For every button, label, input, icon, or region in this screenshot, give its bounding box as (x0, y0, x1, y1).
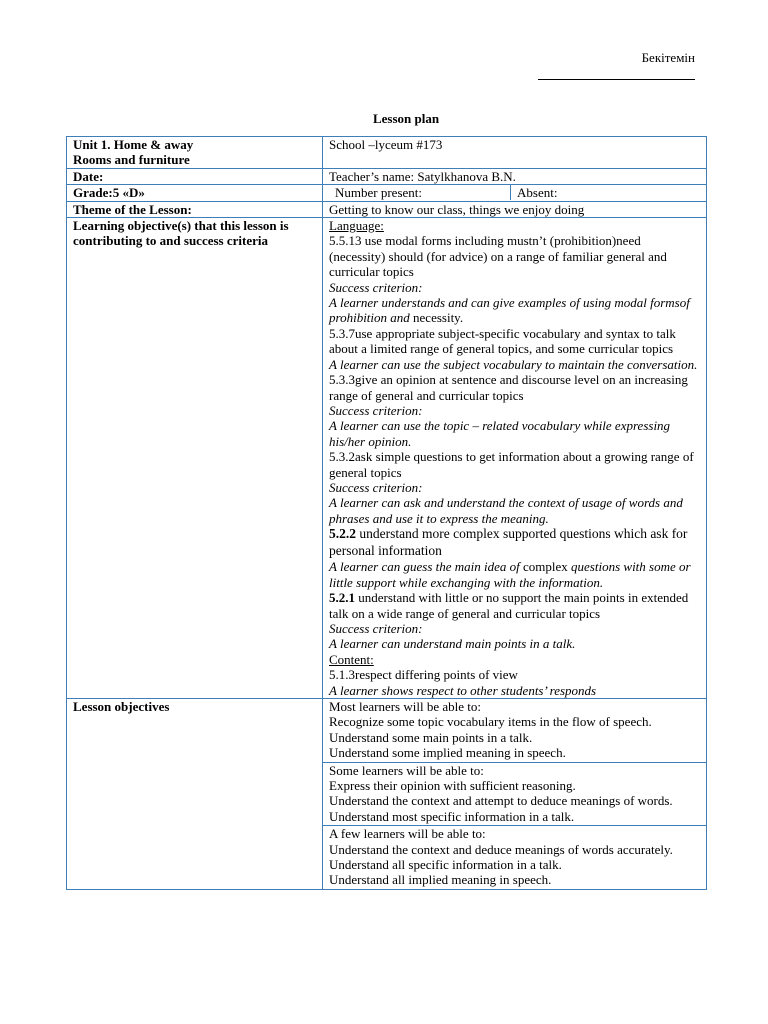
table-row-grade (67, 185, 707, 201)
objective-5-3-2: 5.3.2ask simple questions to get information about a growing range of general topics (329, 449, 694, 480)
number-present: Number present: (329, 185, 511, 200)
objective-5-5-13: 5.5.13 use modal forms including mustn’t (prohibition)need (necessity) should (for advice) on a range of familiar general and curricular topics (329, 233, 667, 280)
lesson-objectives-cell (323, 699, 707, 890)
lesson-objectives-label: Lesson objectives (67, 699, 323, 890)
criterion-5-5-13 (329, 295, 700, 326)
attendance-cell (323, 185, 707, 201)
list-item: A few learners will be able to: (329, 826, 486, 842)
criterion-5-2-2 (329, 559, 700, 590)
objective-5-1-3: 5.1.3respect differing points of view (329, 667, 518, 683)
unit-title: Unit 1. Home & away (73, 137, 194, 152)
table-row-objectives (67, 218, 707, 699)
criterion-5-2-1: A learner can understand main points in a talk. (329, 636, 576, 652)
list-item: Recognize some topic vocabulary items in the flow of speech. (329, 714, 652, 730)
approval-text: Бекітемін (641, 50, 695, 65)
objective-5-3-3: 5.3.3give an opinion at sentence and discourse level on an increasing range of general and curricular topics (329, 372, 688, 403)
theme-label: Theme of the Lesson: (67, 201, 323, 217)
table-row-lesson-objectives (67, 699, 707, 890)
teacher-name: Teacher’s name: Satylkhanova B.N. (323, 168, 707, 184)
list-item: Understand all implied meaning in speech. (329, 872, 552, 888)
success-criterion-label: Success criterion: (329, 620, 423, 636)
success-criterion-label: Success criterion: (329, 279, 423, 295)
list-item: Understand the context and deduce meanings of words accurately. (329, 841, 673, 857)
most-learners-section (323, 699, 706, 763)
objectives-cell (323, 218, 707, 699)
criterion-text: A learner understands and can give examples of using modal formsof prohibition and (329, 295, 690, 326)
signature-line (538, 79, 695, 80)
objective-5-3-7: 5.3.7use appropriate subject-specific vocabulary and syntax to talk about a limited range of general topics, and some curricular topics (329, 325, 676, 357)
date-label: Date: (67, 168, 323, 184)
criterion-5-1-3: A learner shows respect to other students’ responds (329, 682, 597, 698)
list-item: Understand some main points in a talk. (329, 729, 533, 745)
absent: Absent: (517, 185, 558, 201)
criterion-5-3-2: A learner can ask and understand the context of usage of words and phrases and use it to express the meaning. (329, 495, 683, 526)
school-cell: School –lyceum #173 (323, 137, 707, 169)
lesson-plan-table (66, 136, 707, 890)
table-row-theme (67, 201, 707, 217)
theme-value: Getting to know our class, things we enjoy doing (323, 201, 707, 217)
table-row-date (67, 168, 707, 184)
list-item: Understand most specific information in a talk. (329, 808, 575, 824)
list-item: Express their opinion with sufficient reasoning. (329, 778, 576, 794)
list-item: Most learners will be able to: (329, 699, 481, 714)
objective-5-2-2 (329, 526, 700, 559)
content-heading: Content: (329, 651, 374, 667)
objective-code: 5.2.1 (329, 590, 355, 606)
list-item: Some learners will be able to: (329, 762, 484, 778)
table-row-unit (67, 137, 707, 169)
some-learners-section (323, 763, 706, 827)
criterion-5-3-3: A learner can use the topic – related vocabulary while expressing his/her opinion. (329, 418, 671, 449)
criterion-emphasis: complex (523, 559, 568, 575)
page-title: Lesson plan (372, 111, 440, 126)
criterion-5-3-7: A learner can use the subject vocabulary to maintain the conversation. (329, 356, 698, 372)
grade-label: Grade:5 «D» (67, 185, 323, 201)
objective-code: 5.2.2 (329, 526, 356, 542)
objective-text: understand more complex supported questions which ask for personal information (329, 526, 688, 558)
unit-cell (67, 137, 323, 169)
language-heading: Language: (329, 218, 384, 234)
objective-5-2-1 (329, 590, 700, 621)
objective-text: understand with little or no support the main points in extended talk on a wide range of general and curricular topics (329, 590, 689, 621)
list-item: Understand all specific information in a talk. (329, 857, 562, 873)
list-item: Understand the context and attempt to deduce meanings of words. (329, 793, 673, 809)
criterion-text-end: necessity. (409, 310, 464, 326)
success-criterion-label: Success criterion: (329, 479, 423, 495)
unit-topic: Rooms and furniture (73, 152, 190, 168)
objectives-label: Learning objective(s) that this lesson is contributing to and success criteria (67, 218, 323, 699)
criterion-text-end: questions with some or little support while exchanging with the information. (329, 559, 691, 590)
list-item: Understand some implied meaning in speech. (329, 745, 566, 761)
success-criterion-label: Success criterion: (329, 402, 423, 418)
few-learners-section (323, 826, 706, 889)
criterion-text: A learner can guess the main idea of (329, 559, 524, 575)
